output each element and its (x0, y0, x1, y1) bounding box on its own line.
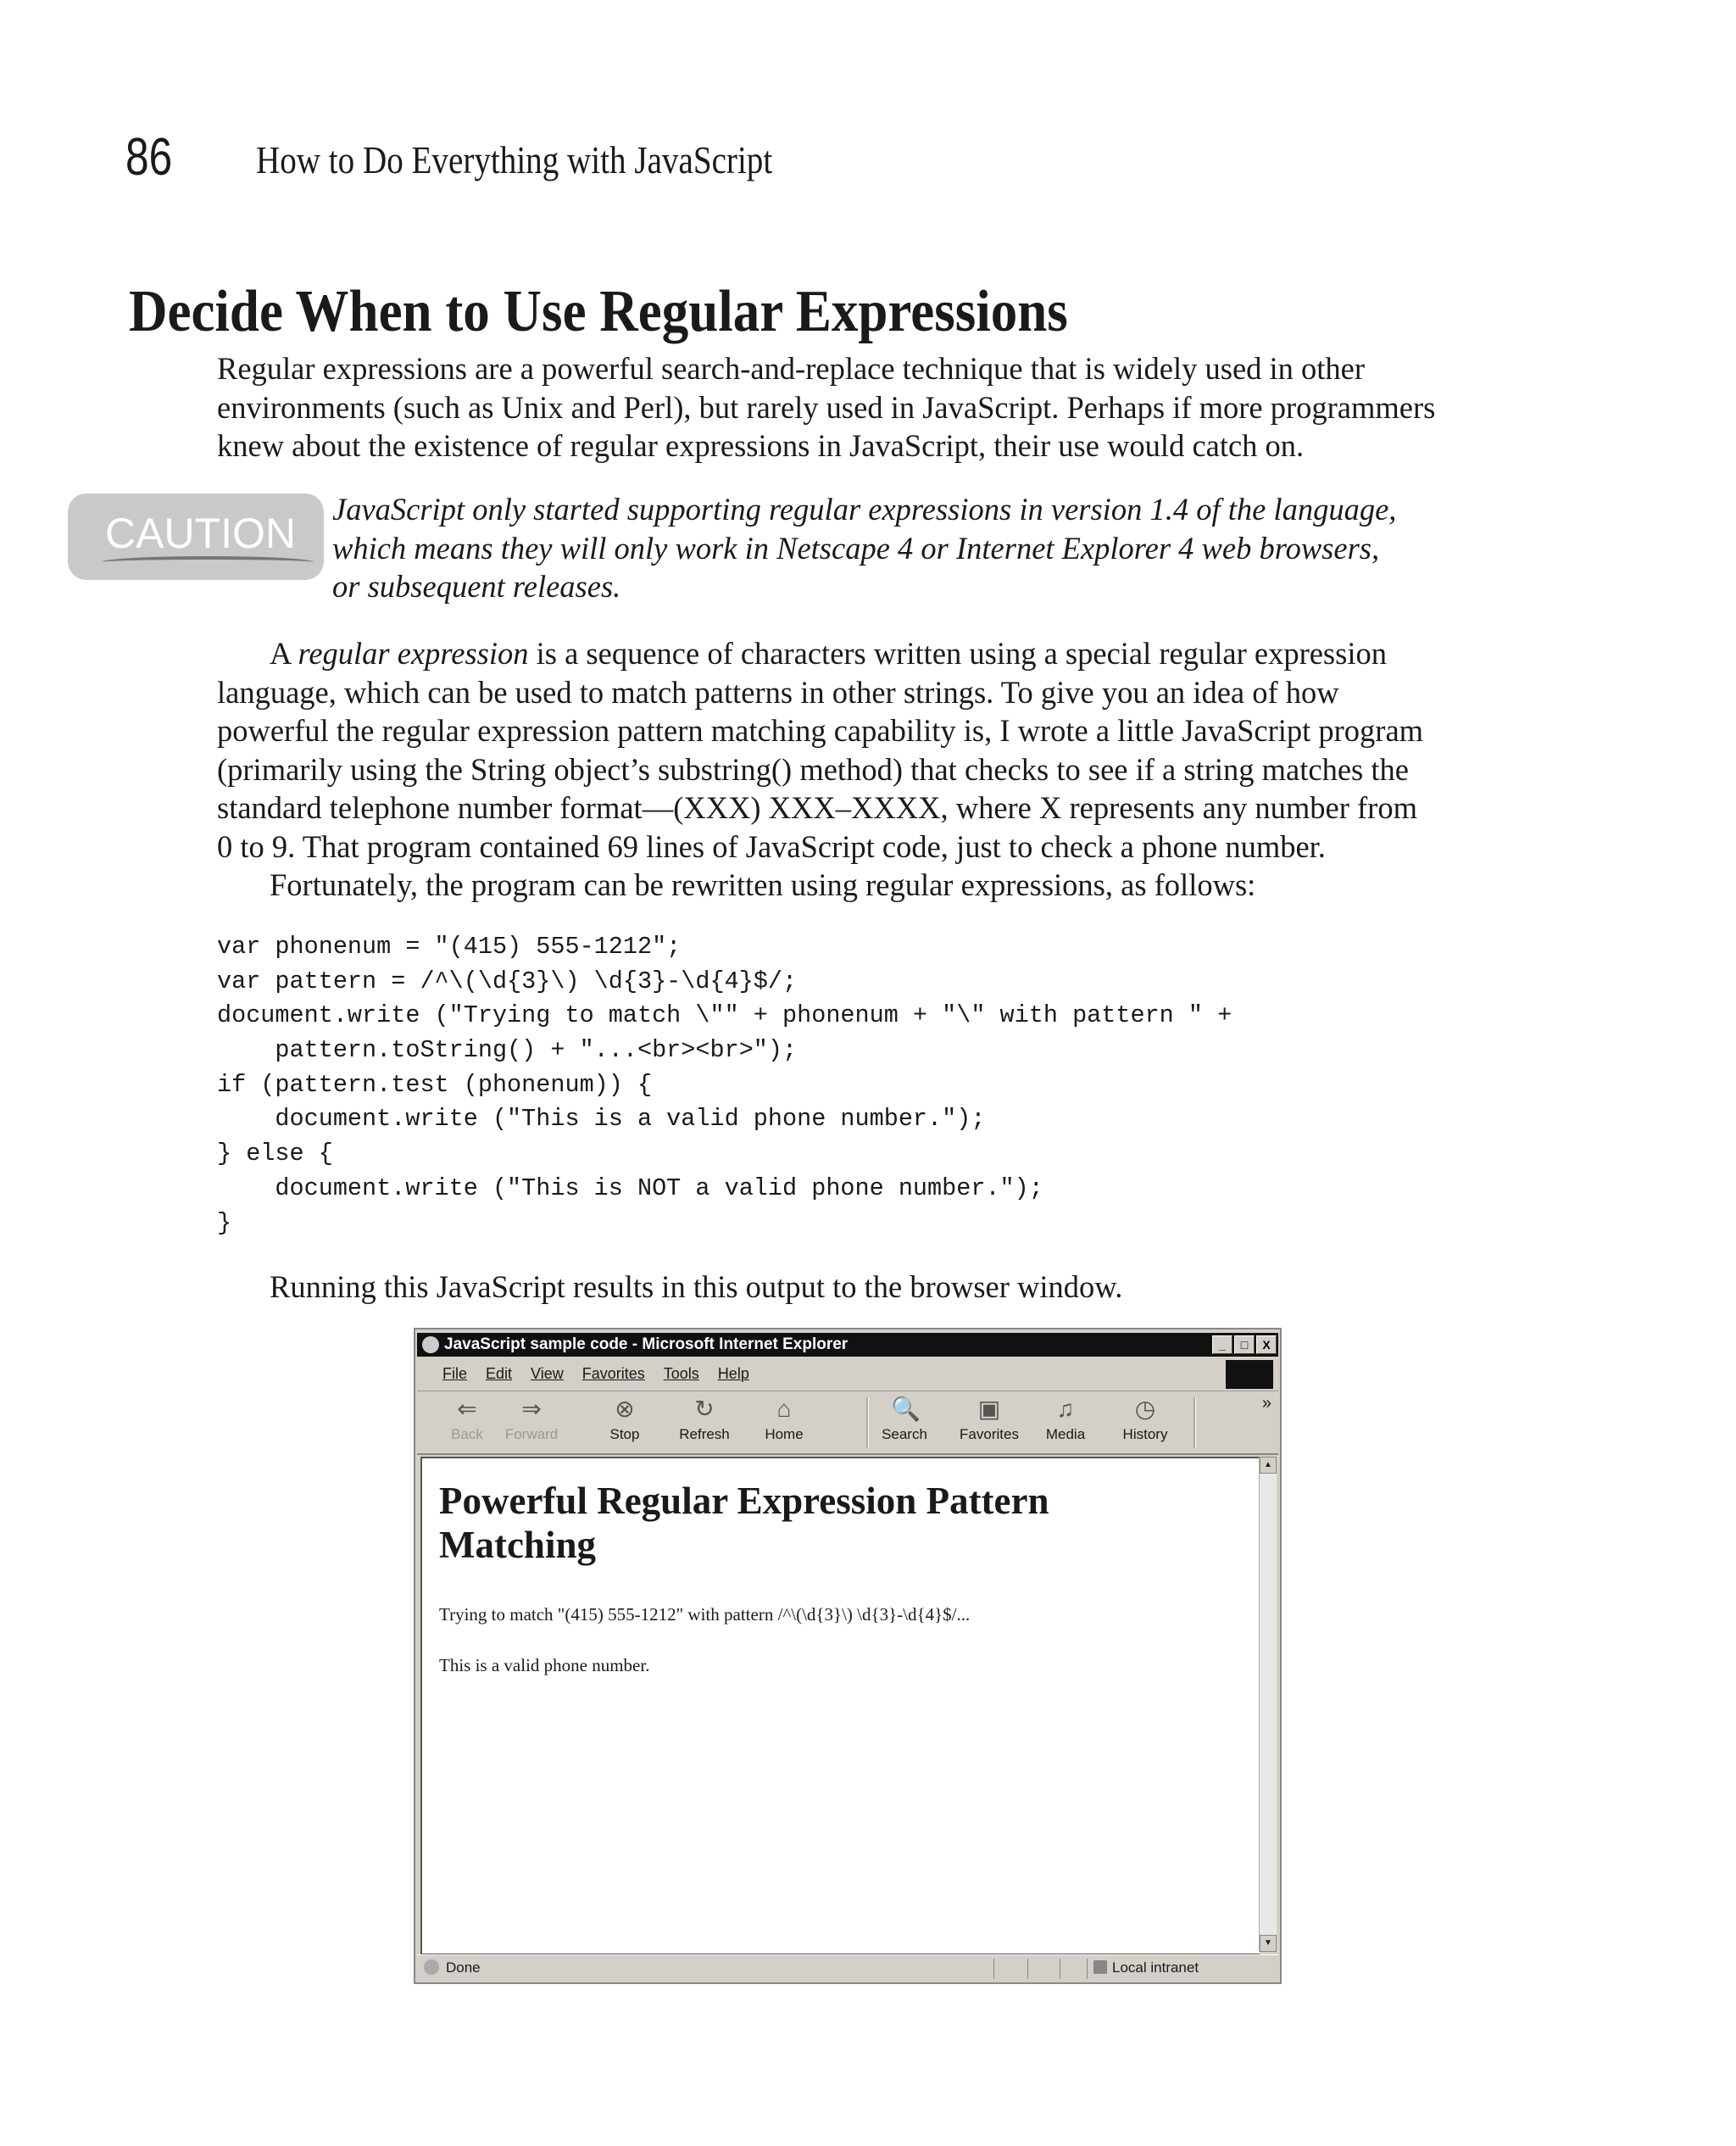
favorites-icon: ▣ (977, 1396, 1001, 1422)
history-icon: ◷ (1134, 1396, 1156, 1422)
refresh-icon: ↻ (694, 1396, 715, 1422)
scroll-up-icon[interactable]: ▲ (1260, 1457, 1277, 1474)
toolbar-separator (866, 1397, 869, 1448)
menu-help[interactable]: Help (717, 1365, 749, 1382)
caution-badge (68, 493, 324, 580)
button-label: Stop (609, 1426, 640, 1442)
forward-button[interactable] (502, 1396, 561, 1443)
button-label: Refresh (679, 1426, 730, 1442)
text-line: Fortunately, the program can be rewritten using regular expressions, as follows: (270, 867, 1256, 902)
page-text: This is a valid phone number. (439, 1655, 650, 1675)
stop-button[interactable] (595, 1396, 654, 1443)
media-button[interactable] (1036, 1396, 1095, 1443)
button-label: History (1122, 1426, 1168, 1442)
text-line: powerful the regular expression pattern matching capability is, I wrote a little JavaScript program (217, 713, 1424, 748)
text-line: environments (such as Unix and Perl), but rarely used in JavaScript. Perhaps if more programmers (217, 389, 1436, 425)
text-line: (primarily using the String object’s substring() method) that checks to see if a string matches the (217, 751, 1409, 787)
windows-logo-icon (1226, 1360, 1273, 1389)
ie-icon (422, 1336, 439, 1353)
maximize-button[interactable]: □ (1234, 1335, 1255, 1354)
text: is a sequence of characters written using a special regular expression (528, 636, 1387, 671)
text-line: 0 to 9. That program contained 69 lines of JavaScript code, just to check a phone number. (217, 828, 1326, 864)
section-title: Decide When to Use Regular Expressions (129, 279, 1068, 344)
text-line: JavaScript only started supporting regular expressions in version 1.4 of the language, (332, 492, 1397, 527)
text-line: Regular expressions are a powerful search-and-replace technique that is widely used in other (217, 351, 1366, 386)
code-line: document.write ("Trying to match \"" + phonenum + "\" with pattern " + (217, 1001, 1232, 1030)
close-button[interactable]: X (1256, 1335, 1277, 1354)
status-pane-divider (1027, 1959, 1028, 1979)
text-line: knew about the existence of regular expressions in JavaScript, their use would catch on. (217, 428, 1305, 463)
window-title: JavaScript sample code - Microsoft Internet Explorer (444, 1335, 849, 1353)
page-icon (424, 1959, 439, 1975)
chevron-icon[interactable]: » (1261, 1394, 1271, 1413)
text: A (270, 636, 298, 671)
home-icon: ⌂ (776, 1396, 792, 1422)
title-bar (417, 1333, 1278, 1357)
scroll-down-icon[interactable]: ▼ (1260, 1935, 1277, 1952)
code-line: } (217, 1208, 232, 1237)
running-head: How to Do Everything with JavaScript (256, 138, 773, 181)
text-line: Running this JavaScript results in this output to the browser window. (270, 1269, 1123, 1304)
caution-text (332, 490, 1396, 606)
body-paragraph (217, 634, 1423, 905)
refresh-button[interactable] (675, 1396, 734, 1443)
menu-favorites[interactable]: Favorites (581, 1365, 645, 1382)
caution-swoosh (102, 556, 314, 568)
stop-icon: ⊗ (615, 1396, 635, 1422)
status-pane-divider (1087, 1959, 1088, 1979)
security-zone: Local intranet (1112, 1959, 1199, 1976)
button-label: Favorites (960, 1426, 1019, 1442)
code-listing (217, 930, 1232, 1240)
minimize-button[interactable]: _ (1212, 1335, 1232, 1354)
status-text: Done (446, 1959, 481, 1976)
menu-file[interactable]: File (442, 1365, 468, 1382)
intro-paragraph (217, 349, 1435, 465)
code-line: } else { (217, 1140, 333, 1168)
text-line: which means they will only work in Netscape 4 or Internet Explorer 4 web browsers, (332, 530, 1380, 566)
text-line: standard telephone number format—(XXX) XXX–XXXX, where X represents any number from (217, 790, 1417, 825)
home-button[interactable] (754, 1396, 814, 1443)
vertical-scrollbar[interactable] (1259, 1457, 1277, 1952)
status-pane-divider (993, 1959, 994, 1979)
code-line: document.write ("This is NOT a valid phone number."); (217, 1173, 1043, 1202)
caution-label: CAUTION (105, 510, 296, 557)
intranet-icon (1093, 1960, 1107, 1974)
forward-arrow-icon: ⇒ (521, 1396, 542, 1422)
text-line: language, which can be used to match patterns in other strings. To give you an idea of how (217, 674, 1339, 710)
media-icon: ♫ (1056, 1396, 1075, 1422)
text-line: or subsequent releases. (332, 569, 621, 604)
code-line: pattern.toString() + "...<br><br>"); (217, 1036, 798, 1065)
menu-view[interactable]: View (531, 1365, 564, 1382)
status-bar (417, 1954, 1278, 1981)
browser-screenshot (414, 1328, 1282, 1984)
back-arrow-icon: ⇐ (457, 1396, 477, 1422)
button-label: Home (765, 1426, 804, 1442)
code-line: var pattern = /^\(\d{3}\) \d{3}-\d{4}$/; (217, 967, 798, 995)
search-button[interactable] (875, 1396, 934, 1443)
page-number: 86 (125, 128, 173, 187)
code-line: if (pattern.test (phonenum)) { (217, 1070, 653, 1099)
code-line: var phonenum = "(415) 555-1212"; (217, 933, 682, 961)
menu-edit[interactable]: Edit (486, 1365, 513, 1382)
menu-bar (417, 1358, 1278, 1391)
page-heading (439, 1479, 1049, 1567)
toolbar (417, 1392, 1278, 1455)
code-line: document.write ("This is a valid phone number."); (217, 1105, 986, 1134)
heading-line: Powerful Regular Expression Pattern (439, 1480, 1049, 1522)
emphasis: regular expression (298, 636, 529, 671)
history-button[interactable] (1116, 1396, 1175, 1443)
toolbar-separator (1194, 1397, 1196, 1448)
favorites-button[interactable] (953, 1396, 1026, 1443)
heading-line: Matching (439, 1524, 596, 1566)
text-line (217, 634, 1423, 673)
search-icon: 🔍 (891, 1396, 921, 1422)
button-label: Media (1045, 1426, 1086, 1442)
page-viewport (420, 1457, 1260, 1955)
menu-tools[interactable]: Tools (663, 1365, 699, 1382)
button-label: Back (451, 1426, 483, 1442)
page-text: Trying to match "(415) 555-1212" with pattern /^\(\d{3}\) \d{3}-\d{4}$/... (439, 1604, 971, 1625)
button-label: Search (882, 1426, 927, 1442)
button-label: Forward (504, 1426, 559, 1442)
back-button[interactable] (437, 1396, 497, 1443)
